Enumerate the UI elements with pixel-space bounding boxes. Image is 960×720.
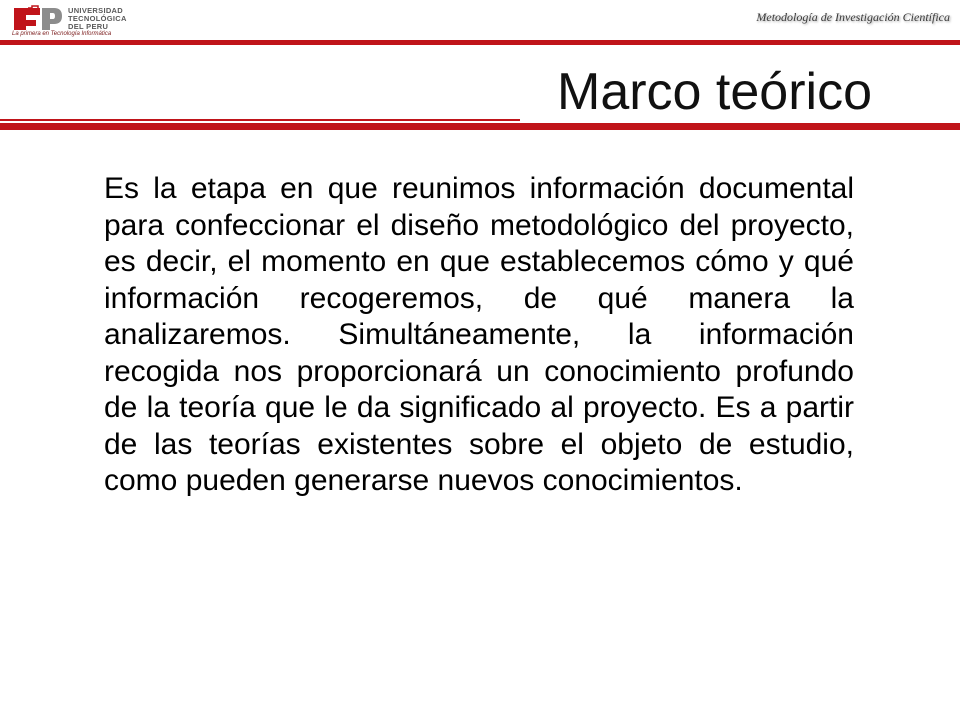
logo-tagline: La primera en Tecnología Informática bbox=[12, 31, 112, 37]
title-underline bbox=[0, 119, 520, 121]
utp-logo bbox=[10, 4, 170, 38]
top-divider bbox=[0, 40, 960, 45]
body-paragraph: Es la etapa en que reunimos información documental para confeccionar el diseño metodológico del proyecto, es decir, el momento en que establecemos cómo y qué información recogeremos, de qué manera la analizaremos. Simultáneamente, la información recogida nos proporcionará un conocimiento profundo de la teoría que le da significado al proyecto. Es a partir de las teorías existentes sobre el objeto de estudio, como pueden generarse nuevos conocimientos. bbox=[104, 172, 854, 497]
course-title: Metodología de Investigación Científica bbox=[756, 10, 950, 24]
logo-university-name: UNIVERSIDAD TECNOLÓGICA DEL PERU bbox=[68, 6, 127, 31]
slide-title: Marco teórico bbox=[557, 63, 872, 121]
title-divider bbox=[0, 123, 960, 130]
